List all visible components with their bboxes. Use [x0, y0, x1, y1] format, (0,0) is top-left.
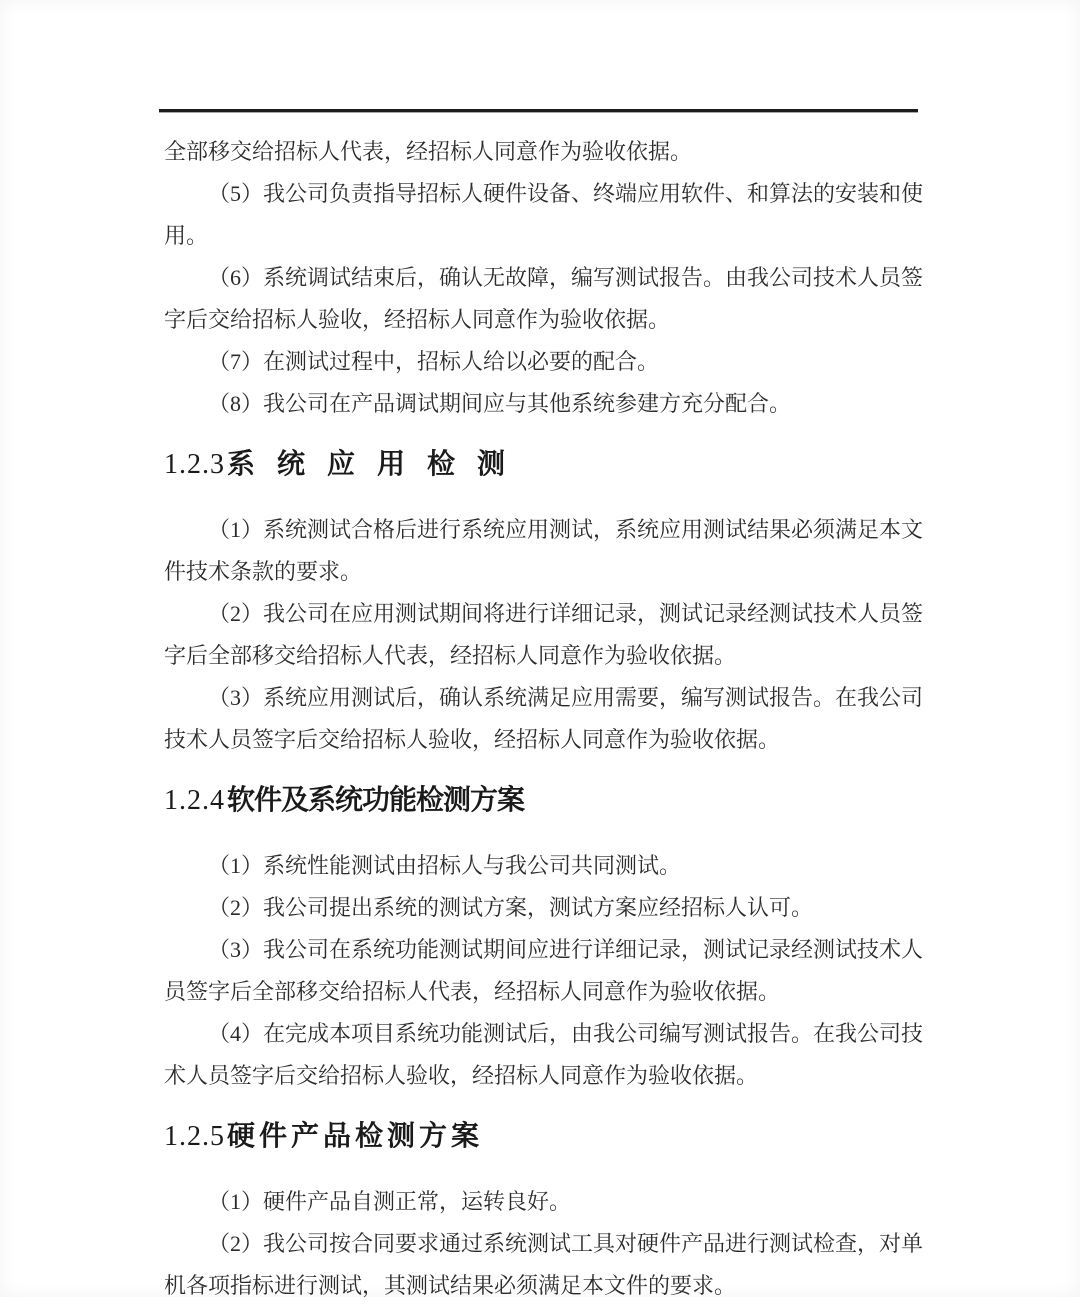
paragraph-item-2: （2）我公司按合同要求通过系统测试工具对硬件产品进行测试检查，对单机各项指标进行测试，其测试结果必须满足本文件的要求。	[164, 1231, 924, 1298]
paragraph-item-1: （1）硬件产品自测正常，运转良好。	[208, 1189, 572, 1214]
paragraph-item-6: （6）系统调试结束后，确认无故障，编写测试报告。由我公司技术人员签字后交给招标人验收，经招标人同意作为验收依据。	[164, 265, 924, 332]
heading-title: 硬件产品检测方案	[227, 1121, 484, 1152]
paragraph-item-5: （5）我公司负责指导招标人硬件设备、终端应用软件、和算法的安装和使用。	[164, 181, 924, 248]
section-heading-1-2-4	[164, 779, 926, 823]
paragraph-item-3: （3）系统应用测试后，确认系统满足应用需要，编写测试报告。在我公司技术人员签字后交给招标人验收，经招标人同意作为验收依据。	[164, 685, 924, 752]
heading-title: 系统应用检测	[227, 449, 528, 480]
paragraph-continuation: 全部移交给招标人代表，经招标人同意作为验收依据。	[164, 139, 693, 164]
heading-number: 1.2.3	[164, 449, 225, 480]
paragraph-item-7: （7）在测试过程中，招标人给以必要的配合。	[208, 349, 660, 374]
paragraph-item-2: （2）我公司在应用测试期间将进行详细记录，测试记录经测试技术人员签字后全部移交给招标人代表，经招标人同意作为验收依据。	[164, 601, 924, 668]
heading-title: 软件及系统功能检测方案	[227, 785, 525, 816]
section-heading-1-2-3	[164, 443, 926, 487]
paragraph-item-4: （4）在完成本项目系统功能测试后，由我公司编写测试报告。在我公司技术人员签字后交给招标人验收，经招标人同意作为验收依据。	[164, 1021, 924, 1088]
paragraph-item-3: （3）我公司在系统功能测试期间应进行详细记录，测试记录经测试技术人员签字后全部移交给招标人代表，经招标人同意作为验收依据。	[164, 937, 924, 1004]
document-body	[164, 131, 926, 1307]
heading-number: 1.2.5	[164, 1121, 225, 1152]
header-rule	[159, 109, 918, 112]
paragraph-item-1: （1）系统测试合格后进行系统应用测试，系统应用测试结果必须满足本文件技术条款的要求。	[164, 517, 924, 584]
section-heading-1-2-5	[164, 1115, 926, 1159]
paragraph-item-2: （2）我公司提出系统的测试方案，测试方案应经招标人认可。	[208, 895, 814, 920]
paragraph-item-1: （1）系统性能测试由招标人与我公司共同测试。	[208, 853, 682, 878]
paragraph-item-8: （8）我公司在产品调试期间应与其他系统参建方充分配合。	[208, 391, 792, 416]
heading-number: 1.2.4	[164, 785, 225, 816]
